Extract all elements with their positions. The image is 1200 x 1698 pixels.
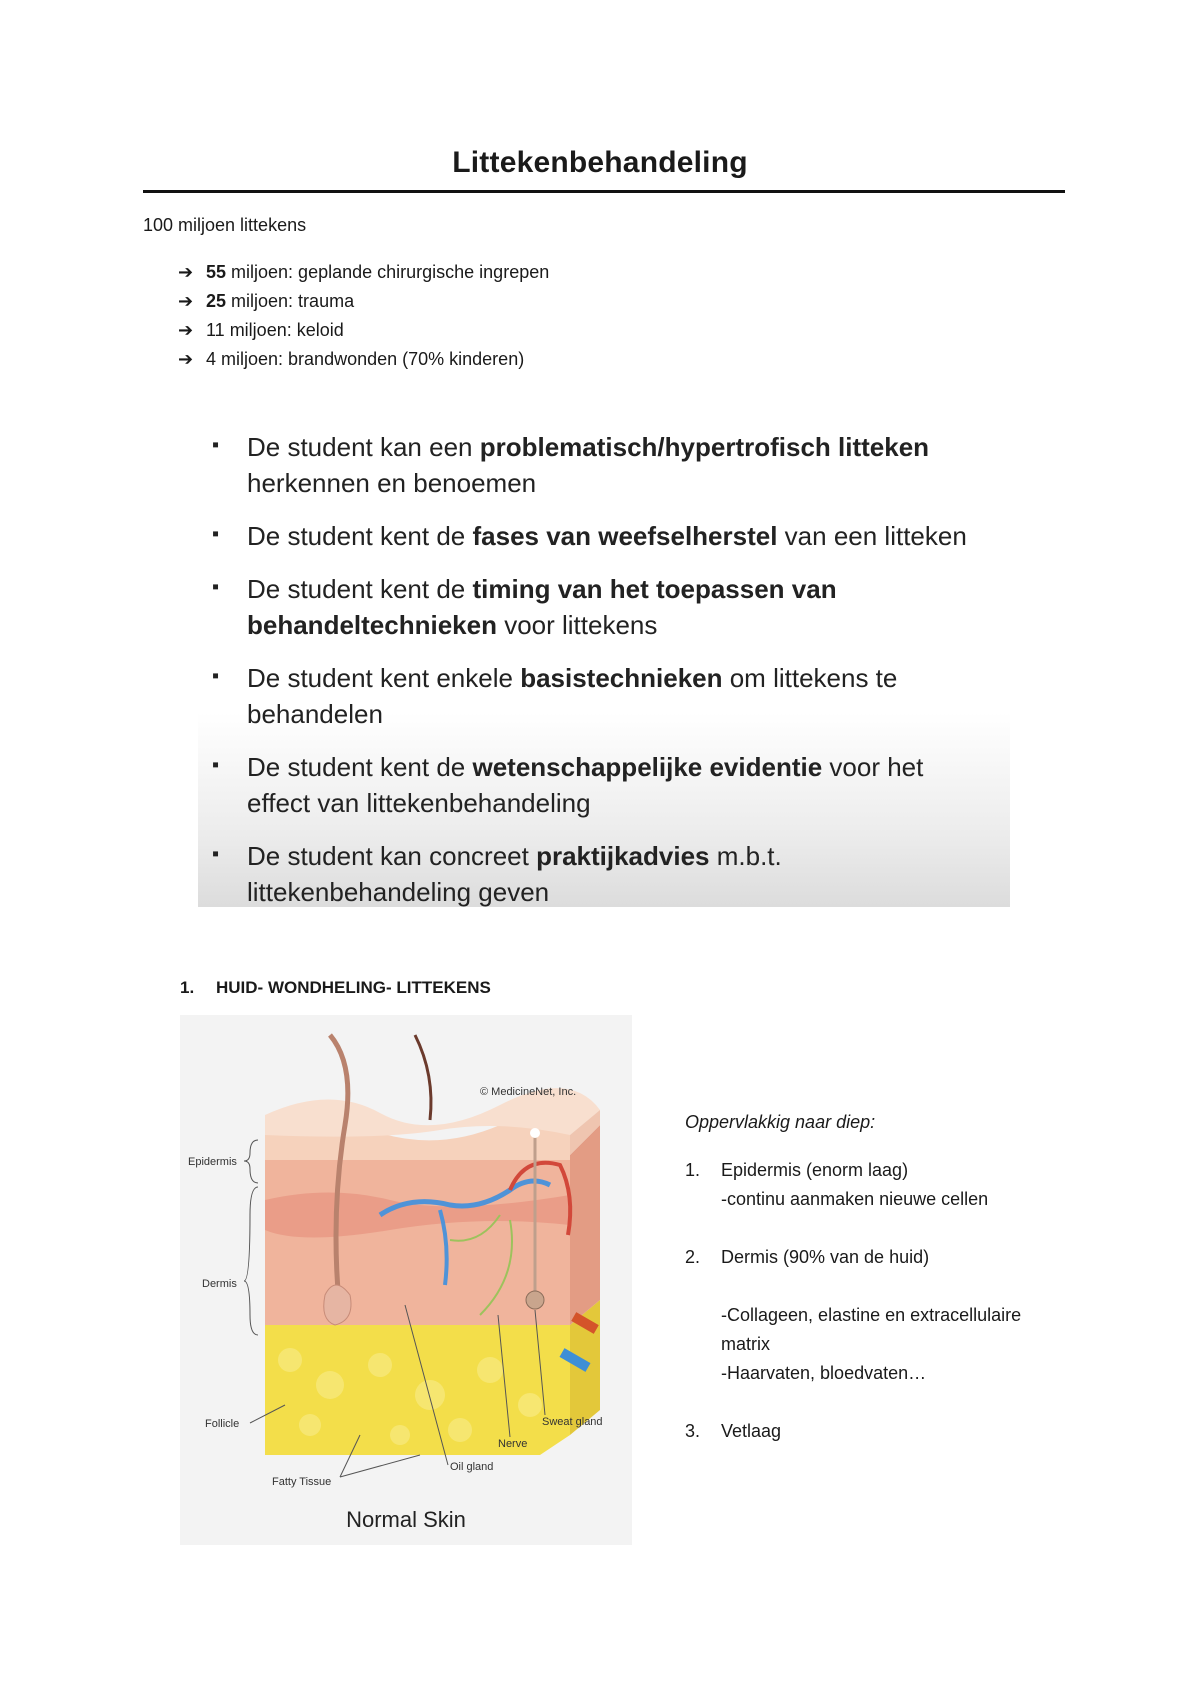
page-title: Littekenbehandeling xyxy=(452,146,748,179)
label-oil-gland: Oil gland xyxy=(450,1461,494,1473)
layer-detail: -Collageen, elastine en extracellulaire xyxy=(721,1305,1022,1325)
stat-item xyxy=(178,318,344,342)
layer-name: Vetlaag xyxy=(721,1421,782,1441)
learning-objectives-slide xyxy=(198,421,1010,907)
bullet-icon: ▪ xyxy=(212,523,220,545)
objective-text: De student kent de xyxy=(247,752,473,782)
label-dermis: Dermis xyxy=(202,1278,237,1290)
objective-keyword: problematisch/hypertrofisch litteken xyxy=(479,432,930,462)
arrow-icon: ➔ xyxy=(178,291,194,311)
objective-text: De student kent enkele xyxy=(247,663,521,693)
stat-text: miljoen: keloid xyxy=(224,320,344,340)
objective-text: voor littekens xyxy=(496,610,658,640)
stat-item xyxy=(178,347,524,371)
layer-number: 1. xyxy=(685,1160,701,1180)
label-nerve: Nerve xyxy=(498,1438,528,1450)
label-sweat-gland: Sweat gland xyxy=(542,1416,603,1428)
objective-text: m.b.t. littekenbehandeling geven xyxy=(247,841,782,907)
label-fatty-tissue: Fatty Tissue xyxy=(272,1476,332,1488)
layer-detail: matrix xyxy=(721,1334,770,1354)
objective-text: van een litteken xyxy=(777,521,967,551)
layer-item xyxy=(685,1243,929,1272)
stat-number: 55 xyxy=(206,262,227,282)
objective-text: De student kan een xyxy=(247,432,480,462)
stat-number: 11 xyxy=(206,320,225,340)
label-epidermis: Epidermis xyxy=(188,1156,237,1168)
layer-number: 3. xyxy=(685,1421,701,1441)
stat-item xyxy=(178,260,549,284)
layer-item xyxy=(685,1156,908,1185)
stat-text: miljoen: trauma xyxy=(226,291,355,311)
layer-detail: -Haarvaten, bloedvaten… xyxy=(721,1363,927,1383)
skin-diagram xyxy=(180,1015,632,1545)
stat-text: miljoen: brandwonden (70% kinderen) xyxy=(216,349,525,369)
section-heading xyxy=(180,978,491,998)
objective-text: De student kent de xyxy=(247,521,473,551)
bullet-icon: ▪ xyxy=(212,843,220,865)
objective-text: De student kan concreet xyxy=(247,841,537,871)
layers-heading: Oppervlakkig naar diep: xyxy=(685,1112,876,1132)
objective-keyword: basistechnieken xyxy=(520,663,723,693)
objective-keyword: praktijkadvies xyxy=(536,841,710,871)
objective-text: voor het effect van littekenbehandeling xyxy=(247,752,924,818)
section-title: HUID- WONDHELING- LITTEKENS xyxy=(216,978,491,997)
arrow-icon: ➔ xyxy=(178,262,194,282)
layer-name: Epidermis (enorm laag) xyxy=(721,1160,909,1180)
stat-number: 4 xyxy=(206,349,217,369)
layer-name: Dermis (90% van de huid) xyxy=(721,1247,930,1267)
stat-item xyxy=(178,289,354,313)
stat-text: miljoen: geplande chirurgische ingrepen xyxy=(226,262,550,282)
layer-item xyxy=(685,1417,781,1446)
bullet-icon: ▪ xyxy=(212,576,220,598)
intro-text: 100 miljoen littekens xyxy=(143,215,307,235)
layer-detail: -continu aanmaken nieuwe cellen xyxy=(721,1189,989,1209)
copyright-label: © MedicineNet, Inc. xyxy=(480,1086,577,1098)
skin-illustration xyxy=(180,1015,632,1545)
bullet-icon: ▪ xyxy=(212,434,220,456)
figure-caption: Normal Skin xyxy=(346,1507,466,1532)
bullet-icon: ▪ xyxy=(212,754,220,776)
objective-text: om littekens te behandelen xyxy=(247,663,898,729)
title-underline xyxy=(143,190,1065,193)
objective-keyword: fases van weefselherstel xyxy=(472,521,778,551)
bullet-icon: ▪ xyxy=(212,665,220,687)
arrow-icon: ➔ xyxy=(178,349,194,369)
layer-number: 2. xyxy=(685,1247,701,1267)
stat-number: 25 xyxy=(206,291,227,311)
objective-keyword: wetenschappelijke evidentie xyxy=(472,752,823,782)
label-follicle: Follicle xyxy=(205,1418,240,1430)
arrow-icon: ➔ xyxy=(178,320,194,340)
objective-text: herkennen en benoemen xyxy=(247,468,537,498)
objective-keyword: timing van het toepassen van behandeltechnieken xyxy=(247,574,837,640)
section-number: 1. xyxy=(180,978,195,997)
objective-text: De student kent de xyxy=(247,574,473,604)
